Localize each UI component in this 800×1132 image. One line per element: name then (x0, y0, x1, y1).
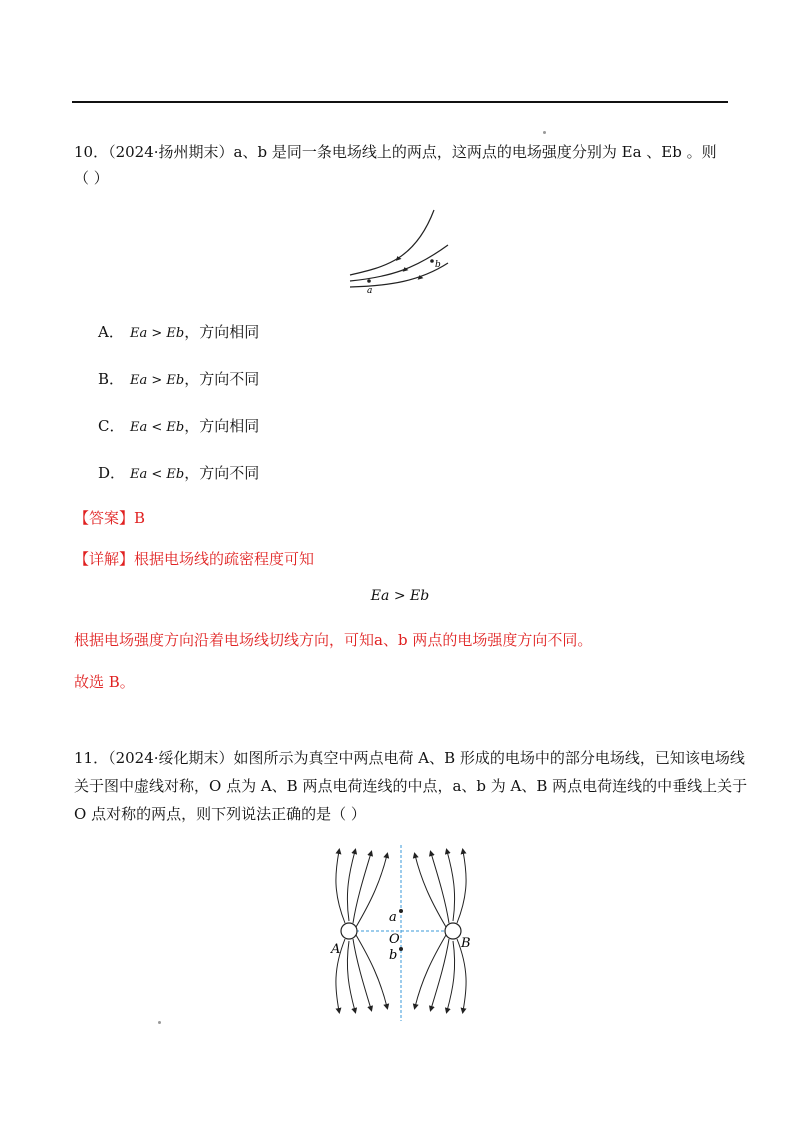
point-a-label: a (367, 286, 373, 295)
point-a-dot (367, 279, 371, 283)
q11-stem-line2: 关于图中虚线对称，O 点为 A、B 两点电荷连线的中点，a、b 为 A、B 两点电荷连线的中垂线上关于 (74, 777, 748, 795)
option-label: D． (98, 464, 126, 482)
option-math: Ea < Eb (130, 420, 185, 435)
q10-detail-intro: 【详解】根据电场线的疏密程度可知 (74, 550, 315, 568)
option-label: A． (98, 323, 124, 341)
q10-option-a[interactable] (98, 322, 259, 344)
q10-option-d[interactable] (98, 463, 259, 485)
q10-field-lines-figure (340, 205, 460, 295)
field-line-bottom (350, 263, 448, 287)
option-math: Ea < Eb (130, 467, 185, 482)
header-rule (72, 101, 728, 103)
point-a-dot (399, 909, 403, 913)
label-o: O (389, 932, 400, 947)
field-line-middle (350, 245, 448, 281)
q10-answer: 【答案】B (74, 509, 146, 527)
point-b-label: b (435, 260, 441, 270)
option-text: ，方向不同 (184, 464, 260, 482)
label-A: A (331, 942, 341, 957)
option-label: B． (98, 370, 125, 388)
q10-detail-line2: 根据电场强度方向沿着电场线切线方向，可知a、b 两点的电场强度方向不同。 (74, 631, 593, 649)
charge-b-circle (445, 923, 461, 939)
point-b-dot (430, 259, 434, 263)
field-line-top (350, 210, 434, 275)
q10-detail-math: Ea > Eb (370, 588, 430, 604)
q11-two-charges-figure (325, 843, 485, 1023)
point-b-dot (399, 947, 403, 951)
option-text: ，方向不同 (184, 370, 260, 388)
arrowhead (402, 266, 409, 271)
scan-speck (158, 1021, 161, 1024)
option-math: Ea > Eb (130, 326, 185, 341)
q10-option-c[interactable] (98, 416, 259, 438)
charge-a-circle (341, 923, 357, 939)
q10-stem-line2: （ ） (74, 169, 109, 187)
option-label: C． (98, 417, 125, 435)
q10-stem-line1: 10．（2024·扬州期末）a、b 是同一条电场线上的两点，这两点的电场强度分别为 Ea 、Eb 。则 (74, 143, 717, 161)
label-a: a (389, 910, 397, 925)
q10-conclusion: 故选 B。 (74, 673, 135, 691)
label-b: b (389, 948, 398, 963)
option-math: Ea > Eb (130, 373, 185, 388)
option-text: ，方向相同 (184, 417, 260, 435)
scan-speck (543, 131, 546, 134)
q10-option-b[interactable] (98, 369, 259, 391)
option-text: ，方向相同 (184, 323, 260, 341)
q11-stem-line3: O 点对称的两点，则下列说法正确的是（ ） (74, 805, 366, 823)
q11-stem-line1: 11．（2024·绥化期末）如图所示为真空中两点电荷 A、B 形成的电场中的部分电场线，已知该电场线 (74, 749, 745, 767)
label-B: B (461, 936, 471, 951)
